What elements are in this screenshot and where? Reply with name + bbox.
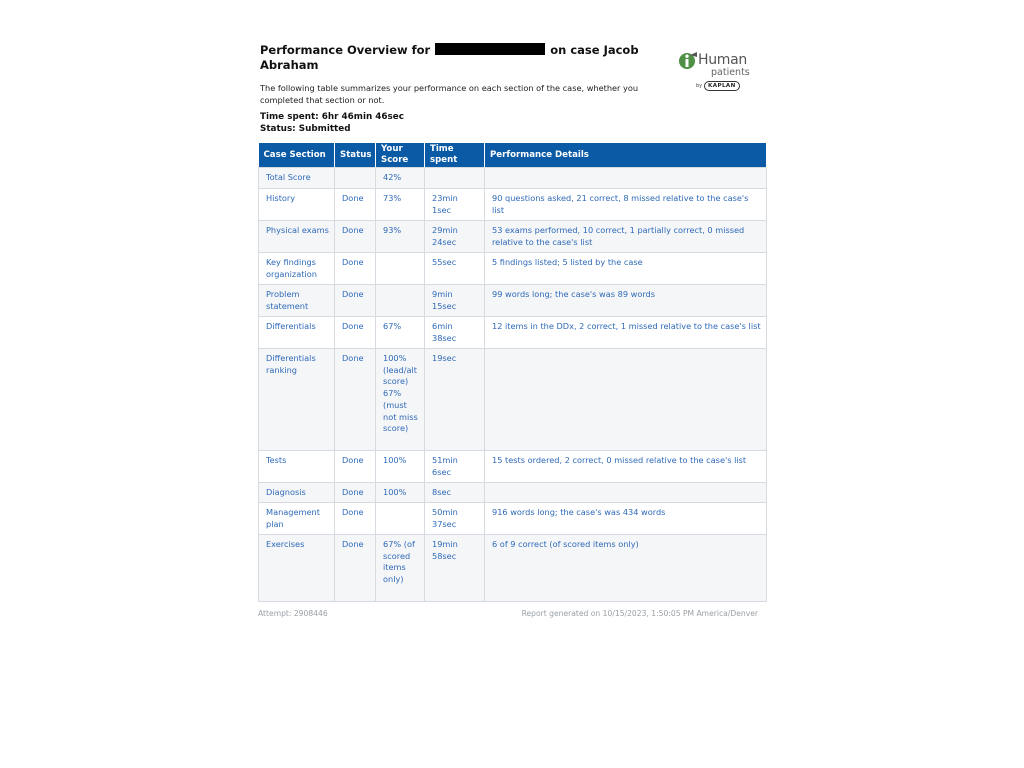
cell-status: Done bbox=[335, 503, 376, 535]
cell-status: Done bbox=[335, 189, 376, 221]
col-header-your-score: Your Score bbox=[376, 143, 425, 168]
cell-section: Exercises bbox=[259, 535, 335, 602]
cell-section: Total Score bbox=[259, 168, 335, 189]
table-row bbox=[259, 253, 767, 285]
cell-details: 6 of 9 correct (of scored items only) bbox=[485, 535, 767, 602]
cell-time: 19min 58sec bbox=[425, 535, 485, 602]
cell-score: 67% bbox=[376, 317, 425, 349]
cell-section: Key findings organization bbox=[259, 253, 335, 285]
table-row bbox=[259, 168, 767, 189]
logo-by-text: by bbox=[696, 83, 703, 89]
table-header-row bbox=[259, 143, 767, 168]
ihuman-logo bbox=[678, 51, 762, 95]
col-header-performance-details: Performance Details bbox=[485, 143, 767, 168]
cell-section: Differentials bbox=[259, 317, 335, 349]
cell-score: 93% bbox=[376, 221, 425, 253]
cell-details: 90 questions asked, 21 correct, 8 missed relative to the case's list bbox=[485, 189, 767, 221]
table-row bbox=[259, 503, 767, 535]
cell-details bbox=[485, 168, 767, 189]
cell-time: 6min 38sec bbox=[425, 317, 485, 349]
cell-section: Tests bbox=[259, 451, 335, 483]
cell-details bbox=[485, 483, 767, 503]
cell-details: 53 exams performed, 10 correct, 1 partially correct, 0 missed relative to the case's list bbox=[485, 221, 767, 253]
redacted-name-block bbox=[435, 43, 545, 55]
cell-time: 55sec bbox=[425, 253, 485, 285]
cell-status: Done bbox=[335, 285, 376, 317]
cell-time: 8sec bbox=[425, 483, 485, 503]
cell-score bbox=[376, 503, 425, 535]
summary-meta bbox=[260, 111, 404, 135]
cell-time: 50min 37sec bbox=[425, 503, 485, 535]
cell-status: Done bbox=[335, 483, 376, 503]
col-header-status: Status bbox=[335, 143, 376, 168]
cell-time bbox=[425, 168, 485, 189]
cell-details: 99 words long; the case's was 89 words bbox=[485, 285, 767, 317]
cell-score: 73% bbox=[376, 189, 425, 221]
cell-status: Done bbox=[335, 317, 376, 349]
cell-status: Done bbox=[335, 535, 376, 602]
cell-details: 916 words long; the case's was 434 words bbox=[485, 503, 767, 535]
report-page bbox=[258, 36, 766, 618]
title-suffix: on case Jacob bbox=[550, 43, 639, 57]
cell-time: 51min 6sec bbox=[425, 451, 485, 483]
cell-time: 29min 24sec bbox=[425, 221, 485, 253]
performance-table bbox=[258, 143, 767, 602]
ihuman-i-icon bbox=[678, 51, 698, 71]
cell-section: Physical exams bbox=[259, 221, 335, 253]
cell-score: 100% bbox=[376, 483, 425, 503]
cell-details: 12 items in the DDx, 2 correct, 1 missed relative to the case's list bbox=[485, 317, 767, 349]
cell-score: 67% (of scored items only) bbox=[376, 535, 425, 602]
cell-section: History bbox=[259, 189, 335, 221]
logo-patients-text: patients bbox=[711, 67, 750, 78]
attempt-id: Attempt: 2908446 bbox=[258, 609, 328, 618]
cell-score: 100% bbox=[376, 451, 425, 483]
cell-status: Done bbox=[335, 451, 376, 483]
title-prefix: Performance Overview for bbox=[260, 43, 431, 57]
table-row bbox=[259, 349, 767, 451]
table-row bbox=[259, 285, 767, 317]
table-row bbox=[259, 483, 767, 503]
cell-section: Problem statement bbox=[259, 285, 335, 317]
table-row bbox=[259, 535, 767, 602]
col-header-time-spent: Time spent bbox=[425, 143, 485, 168]
cell-status: Done bbox=[335, 349, 376, 451]
cell-details: 15 tests ordered, 2 correct, 0 missed relative to the case's list bbox=[485, 451, 767, 483]
col-header-case-section: Case Section bbox=[259, 143, 335, 168]
table-row bbox=[259, 221, 767, 253]
cell-time: 23min 1sec bbox=[425, 189, 485, 221]
page-title bbox=[260, 43, 670, 73]
intro-text: The following table summarizes your performance on each section of the case, whether you completed that section or not. bbox=[260, 83, 639, 105]
cell-section: Management plan bbox=[259, 503, 335, 535]
table-row bbox=[259, 189, 767, 221]
time-spent: Time spent: 6hr 46min 46sec bbox=[260, 112, 404, 122]
table-row bbox=[259, 451, 767, 483]
logo-human-text: Human bbox=[698, 52, 747, 68]
cell-section: Diagnosis bbox=[259, 483, 335, 503]
cell-status: Done bbox=[335, 221, 376, 253]
cell-details: 5 findings listed; 5 listed by the case bbox=[485, 253, 767, 285]
report-header bbox=[258, 36, 766, 134]
cell-time: 9min 15sec bbox=[425, 285, 485, 317]
cell-score: 42% bbox=[376, 168, 425, 189]
cell-score bbox=[376, 253, 425, 285]
cell-status bbox=[335, 168, 376, 189]
kaplan-badge: KAPLAN bbox=[704, 81, 740, 91]
table-row bbox=[259, 317, 767, 349]
cell-score bbox=[376, 285, 425, 317]
cell-status: Done bbox=[335, 253, 376, 285]
cell-details bbox=[485, 349, 767, 451]
title-line2: Abraham bbox=[260, 58, 319, 72]
cell-section: Differentials ranking bbox=[259, 349, 335, 451]
cell-score: 100% (lead/alt score) 67% (must not miss score) bbox=[376, 349, 425, 451]
report-generated-timestamp: Report generated on 10/15/2023, 1:50:05 PM America/Denver bbox=[521, 609, 758, 618]
submission-status: Status: Submitted bbox=[260, 124, 351, 134]
cell-time: 19sec bbox=[425, 349, 485, 451]
